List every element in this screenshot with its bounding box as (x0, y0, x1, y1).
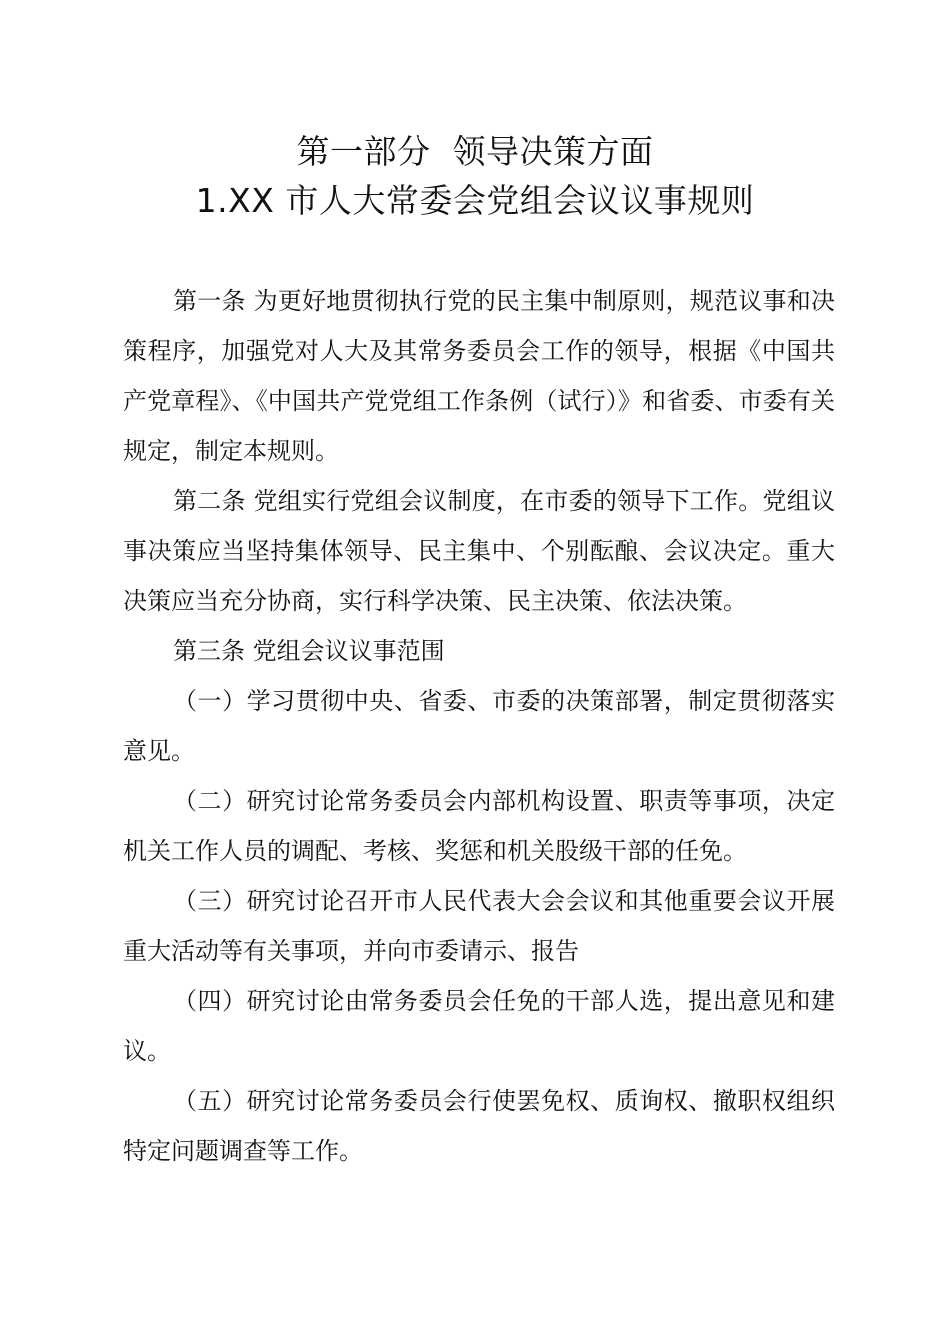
rules-title: 1.XX 市人大常委会党组会议议事规则 (195, 181, 755, 220)
item-1: （一）学习贯彻中央、省委、市委的决策部署，制定贯彻落实意见。 (123, 687, 835, 765)
item-5: （五）研究讨论常务委员会行使罢免权、质询权、撤职权组织特定问题调查等工作。 (123, 1087, 835, 1165)
document-title (0, 126, 950, 227)
item-3: （三）研究讨论召开市人民代表大会会议和其他重要会议开展重大活动等有关事项，并向市委请示、报告 (123, 887, 835, 965)
article-1: 第一条 为更好地贯彻执行党的民主集中制原则，规范议事和决策程序，加强党对人大及其常务委员会工作的领导，根据《中国共产党章程》、《中国共产党党组工作条例（试行）》和省委、市委有关规定，制定本规则。 (123, 287, 835, 465)
document-body (123, 276, 835, 1176)
item-2: （二）研究讨论常务委员会内部机构设置、职责等事项，决定机关工作人员的调配、考核、奖惩和机关股级干部的任免。 (123, 787, 835, 865)
article-2: 第二条 党组实行党组会议制度，在市委的领导下工作。党组议事决策应当坚持集体领导、民主集中、个别酝酿、会议决定。重大决策应当充分协商，实行科学决策、民主决策、依法决策。 (123, 487, 835, 615)
article-3-heading: 第三条 党组会议议事范围 (173, 637, 445, 665)
part-title: 第一部分 领导决策方面 (296, 132, 654, 171)
item-4: （四）研究讨论由常务委员会任免的干部人选，提出意见和建议。 (123, 987, 835, 1065)
